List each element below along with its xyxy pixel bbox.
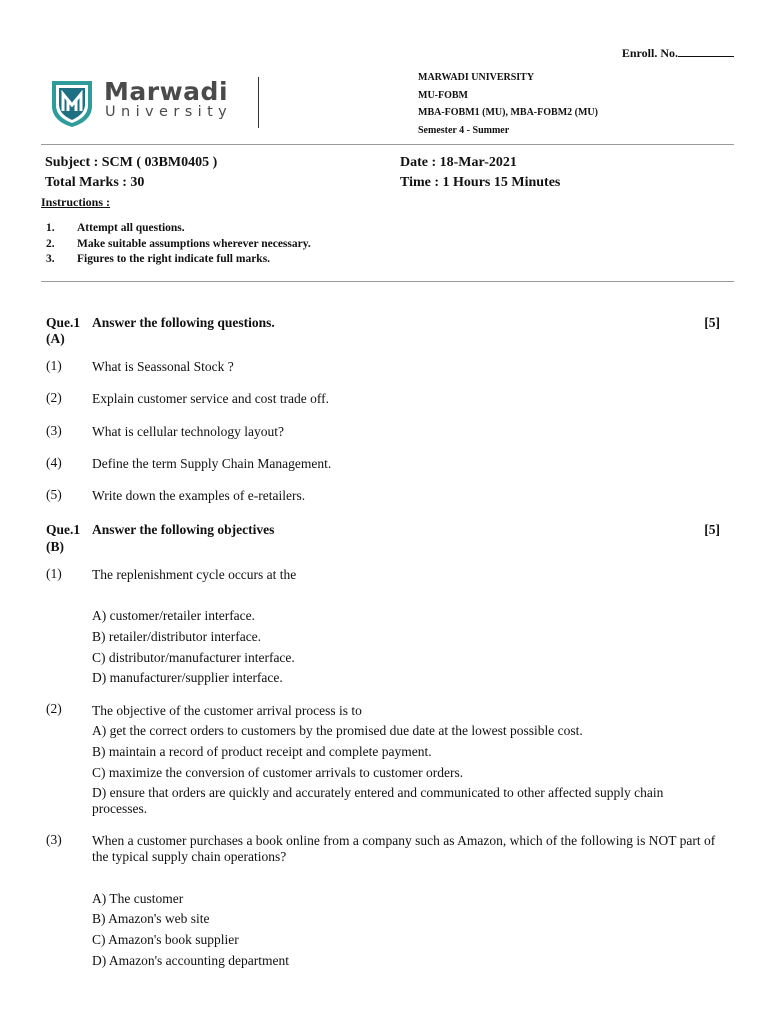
instruction-item: 1. Attempt all questions. [46,222,185,234]
q1b-option: A) get the correct orders to customers by the promised due date at the lowest possible cost. [92,723,583,738]
q1b-option: B) maintain a record of product receipt and complete payment. [92,744,432,759]
q1a-item-num: (5) [46,487,62,502]
q1a-item-text: Explain customer service and cost trade off. [92,391,330,406]
instructions-rule [41,281,734,282]
instructions-title: Instructions : [41,195,111,209]
q1a-item-num: (1) [46,358,62,373]
university-shield-logo-icon [49,78,95,128]
logo-divider [258,77,259,128]
q1b-option: A) customer/retailer interface. [92,608,256,623]
q1b-option: D) manufacturer/supplier interface. [92,670,283,685]
q1a-label: Que.1 [46,315,81,330]
q1a-sublabel: (A) [46,331,65,346]
q1b-option: C) distributor/manufacturer interface. [92,650,295,665]
university-info: MARWADI UNIVERSITY MU-FOBM MBA-FOBM1 (MU), MBA-FOBM2 (MU) Semester 4 - Summer [418,72,598,136]
header-rule [41,144,734,145]
q1b-sublabel: (B) [46,539,64,554]
q1a-item-text: Write down the examples of e-retailers. [92,488,306,503]
q1b-option: A) The customer [92,891,184,906]
instructions-list [46,221,311,268]
logo-wordmark: Marwadi [104,77,229,106]
q1b-label: Que.1 [46,522,81,537]
q1a-title: Answer the following questions. [92,315,275,330]
q1a-item-text: What is cellular technology layout? [92,424,284,439]
logo-subtitle: University [105,104,233,120]
q1b-option: B) retailer/distributor interface. [92,629,262,644]
q1b-option: C) Amazon's book supplier [92,932,239,947]
q1b-item-num: (1) [46,566,62,581]
q1b-option: D) ensure that orders are quickly and accurately entered and communicated to other affected supply chain processes. [92,785,664,816]
q1a-item-num: (4) [46,455,62,470]
q1a-item-num: (3) [46,423,62,438]
q1b-question: When a customer purchases a book online from a company such as Amazon, which of the following is NOT part of the typical supply chain operations? [92,833,716,864]
q1b-question: The objective of the customer arrival process is to [92,703,362,718]
enroll-number-blank [678,45,734,57]
q1b-option: B) Amazon's web site [92,911,210,926]
q1b-option: C) maximize the conversion of customer arrivals to customer orders. [92,765,464,780]
instruction-item: 2. Make suitable assumptions wherever necessary. [46,237,311,250]
instruction-item: 3. Figures to the right indicate full marks. [46,253,271,265]
q1a-item-num: (2) [46,390,62,405]
total-marks-label: Total Marks : 30 [45,175,145,190]
q1a-marks: [5] [704,315,720,330]
q1a-item-text: What is Seassonal Stock ? [92,359,234,374]
q1b-title: Answer the following objectives [92,522,275,537]
date-label: Date : 18-Mar-2021 [400,155,517,170]
q1b-question: The replenishment cycle occurs at the [92,567,297,582]
subject-label: Subject : SCM ( 03BM0405 ) [45,155,218,170]
q1b-item-num: (3) [46,832,62,847]
enroll-number-label: Enroll. No. [622,45,734,61]
q1b-marks: [5] [704,522,720,537]
q1a-item-text: Define the term Supply Chain Management. [92,456,332,471]
q1b-item-num: (2) [46,701,62,716]
q1b-option: D) Amazon's accounting department [92,953,289,968]
time-label: Time : 1 Hours 15 Minutes [400,175,561,190]
